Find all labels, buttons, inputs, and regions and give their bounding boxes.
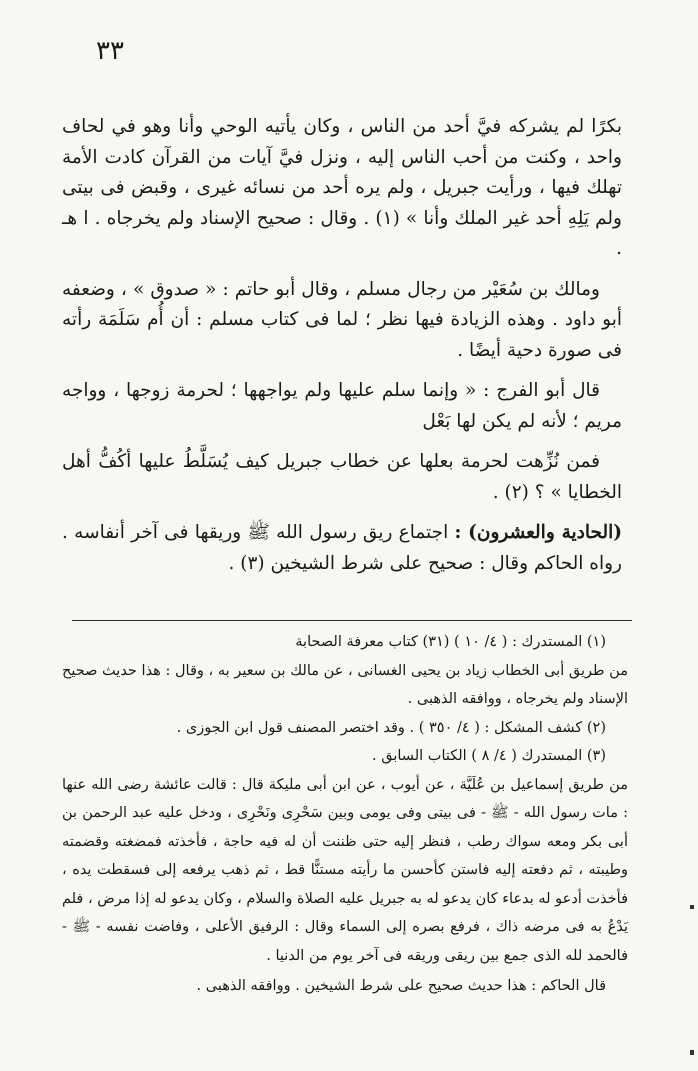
scan-mark xyxy=(690,1050,694,1055)
footnote-2: (٢) كشف المشكل : ( ٤/ ٣٥٠ ) . وقد اختصر المصنف قول ابن الجوزى . xyxy=(176,719,606,736)
scan-mark xyxy=(690,905,694,909)
item-text: اجتماع ريق رسول الله ﷺ وريقها فى آخر أنفاسه . رواه الحاكم وقال : صحيح على شرط الشيخين (٣) . xyxy=(62,522,622,574)
footnote-1-reference: (١) المستدرك : ( ٤/ ١٠ ) (٣١) كتاب معرفة الصحابة xyxy=(295,634,606,650)
footnote-3-reference: (٣) المستدرك ( ٤/ ٨ ) الكتاب السابق . xyxy=(372,748,606,764)
page-number: ٣٣ xyxy=(96,36,124,66)
item-heading: (الحادية والعشرون) : xyxy=(454,522,622,543)
footnote-3-body: من طريق إسماعيل بن عُلَيَّة ، عن أيوب ، عن ابن أبى مليكة قال : قالت عائشة رضى الله عنها : مات رسول الله - ﷺ - فى بيتى وفى يومى وبين سَحْرِى ونَحْرِى ، ودخل عليه عبد الرحمن بن أبى بكر ومعه سواك رطب ، فنظر إليه حتى ظننت أن له فيه حاجة ، فأخذته فمضغته وقضمته وطيبته ، ثم دفعته إليه فاستن كأحسن ما رأيته مستنًّا قط ، ثم ذهب يرفعه إلى فسقطت يده ، فأخذت أدعو له بدعاء كان يدعو له به جبريل عليه الصلاة والسلام ، وكان يدعو له إذا مرض ، فلم يَدْعُ به فى مرضه ذاك ، فرفع بصره إلى السماء وقال : الرفيق الأعلى ، وفاضت نفسه - ﷺ - فالحمد لله الذى جمع بين ريقى وريقه فى آخر يوم من الدنيا . xyxy=(61,776,628,964)
footnote-3-tail: قال الحاكم : هذا حديث صحيح على شرط الشيخين . ووافقه الذهبى . xyxy=(196,978,606,994)
footnote-separator xyxy=(72,620,632,621)
footnotes xyxy=(62,628,632,1001)
paragraph: قال أبو الفرج : « وإنما سلم عليها ولم يواجهها ؛ لحرمة زوجها ، وواجه مريم ؛ لأنه لم يكن لها بَعْل xyxy=(62,380,622,432)
footnote-1-body: من طريق أبى الخطاب زياد بن يحيى الغسانى ، عن مالك بن سعير به ، وقال : هذا حديث صحيح الإسناد ولم يخرجاه ، ووافقه الذهبى . xyxy=(62,662,628,707)
paragraph: بكرًا لم يشركه فيَّ أحد من الناس ، وكان يأتيه الوحي وأنا وهو في لحاف واحد ، وكنت من أحب الناس إليه ، ونزل فيَّ آيات من القرآن كادت الأمة تهلك فيها ، ورأيت جبريل ، ولم يره أحد من نسائه غيرى ، وقبض فى بيتى ولم يَلِهِ أحد غير الملك وأنا » (١) . وقال : صحيح الإسناد ولم يخرجاه . ا هـ . xyxy=(62,116,622,259)
paragraph: فمن نُزِّهت لحرمة بعلها عن خطاب جبريل كيف يُسَلَّطُ عليها أكُفُّ أهل الخطايا » ؟ (٢) . xyxy=(62,451,622,503)
numbered-item xyxy=(62,518,622,579)
paragraph: ومالك بن سُعَيْر من رجال مسلم ، وقال أبو حاتم : « صدوق » ، وضعفه أبو داود . وهذه الزيادة فيها نظر ؛ لما فى كتاب مسلم : أن أُم سَلَمَة رأته فى صورة دحية أيضًا . xyxy=(62,278,622,361)
main-text xyxy=(62,112,622,589)
